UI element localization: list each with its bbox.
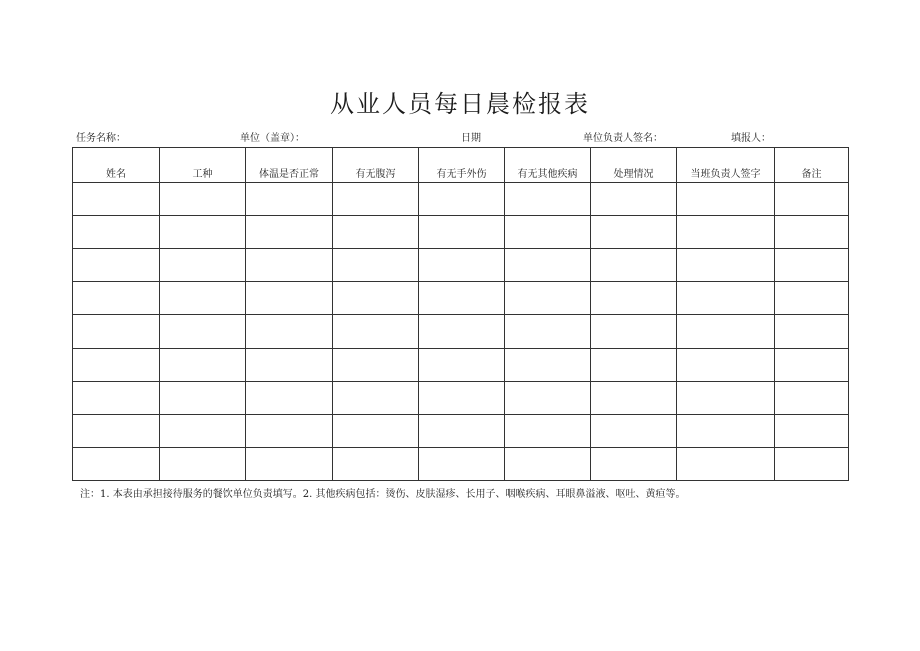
- table-row: [73, 348, 849, 381]
- table-cell[interactable]: [160, 381, 246, 414]
- table-cell[interactable]: [505, 381, 591, 414]
- column-header: 工种: [160, 148, 246, 183]
- table-row: [73, 315, 849, 348]
- table-cell[interactable]: [591, 249, 677, 282]
- table-cell[interactable]: [333, 381, 419, 414]
- table-cell[interactable]: [333, 282, 419, 315]
- table-cell[interactable]: [160, 414, 246, 447]
- filler-label: 填报人：: [731, 133, 771, 144]
- table-cell[interactable]: [333, 216, 419, 249]
- table-cell[interactable]: [591, 348, 677, 381]
- table-cell[interactable]: [73, 447, 160, 480]
- table-cell[interactable]: [73, 381, 160, 414]
- table-row: [73, 249, 849, 282]
- column-header: 体温是否正常: [246, 148, 333, 183]
- column-header: 备注: [775, 148, 849, 183]
- table-body: [73, 183, 849, 481]
- table-cell[interactable]: [591, 414, 677, 447]
- table-cell[interactable]: [775, 282, 849, 315]
- table-cell[interactable]: [419, 447, 505, 480]
- table-cell[interactable]: [333, 447, 419, 480]
- table-cell[interactable]: [419, 381, 505, 414]
- table-cell[interactable]: [246, 348, 333, 381]
- table-row: [73, 216, 849, 249]
- table-cell[interactable]: [160, 183, 246, 216]
- table-cell[interactable]: [419, 348, 505, 381]
- table-cell[interactable]: [419, 414, 505, 447]
- table-cell[interactable]: [677, 249, 775, 282]
- column-header: 姓名: [73, 148, 160, 183]
- table-cell[interactable]: [160, 216, 246, 249]
- table-cell[interactable]: [419, 315, 505, 348]
- table-cell[interactable]: [246, 447, 333, 480]
- table-cell[interactable]: [591, 216, 677, 249]
- table-cell[interactable]: [591, 183, 677, 216]
- table-header-row: [73, 148, 849, 183]
- table-cell[interactable]: [505, 249, 591, 282]
- table-cell[interactable]: [505, 282, 591, 315]
- table-cell[interactable]: [677, 315, 775, 348]
- table-cell[interactable]: [775, 447, 849, 480]
- unit-stamp-label: 单位（盖章）：: [240, 133, 305, 144]
- table-cell[interactable]: [775, 183, 849, 216]
- table-cell[interactable]: [775, 315, 849, 348]
- table-cell[interactable]: [775, 414, 849, 447]
- table-cell[interactable]: [333, 414, 419, 447]
- table-cell[interactable]: [246, 381, 333, 414]
- table-cell[interactable]: [73, 183, 160, 216]
- table-cell[interactable]: [160, 282, 246, 315]
- table-cell[interactable]: [677, 216, 775, 249]
- column-header: 处理情况: [591, 148, 677, 183]
- table-cell[interactable]: [505, 447, 591, 480]
- column-header: 有无其他疾病: [505, 148, 591, 183]
- task-name-label: 任务名称：: [76, 133, 126, 144]
- table-cell[interactable]: [677, 447, 775, 480]
- table-row: [73, 447, 849, 480]
- table-cell[interactable]: [160, 315, 246, 348]
- column-header: 当班负责人签字: [677, 148, 775, 183]
- table-cell[interactable]: [591, 315, 677, 348]
- table-cell[interactable]: [246, 414, 333, 447]
- table-cell[interactable]: [333, 183, 419, 216]
- table-cell[interactable]: [73, 216, 160, 249]
- table-cell[interactable]: [246, 282, 333, 315]
- table-cell[interactable]: [246, 249, 333, 282]
- table-cell[interactable]: [677, 348, 775, 381]
- table-cell[interactable]: [73, 348, 160, 381]
- table-cell[interactable]: [160, 348, 246, 381]
- table-cell[interactable]: [505, 216, 591, 249]
- table-cell[interactable]: [246, 216, 333, 249]
- table-cell[interactable]: [246, 315, 333, 348]
- table-cell[interactable]: [333, 249, 419, 282]
- table-cell[interactable]: [160, 249, 246, 282]
- table-cell[interactable]: [677, 183, 775, 216]
- table-cell[interactable]: [775, 216, 849, 249]
- table-cell[interactable]: [333, 348, 419, 381]
- table-cell[interactable]: [775, 381, 849, 414]
- table-cell[interactable]: [73, 315, 160, 348]
- table-cell[interactable]: [591, 282, 677, 315]
- table-row: [73, 414, 849, 447]
- table-cell[interactable]: [591, 447, 677, 480]
- table-cell[interactable]: [419, 249, 505, 282]
- column-header: 有无腹泻: [333, 148, 419, 183]
- table-cell[interactable]: [419, 183, 505, 216]
- table-cell[interactable]: [73, 282, 160, 315]
- table-cell[interactable]: [505, 315, 591, 348]
- table-cell[interactable]: [419, 216, 505, 249]
- table-cell[interactable]: [333, 315, 419, 348]
- table-cell[interactable]: [505, 183, 591, 216]
- table-cell[interactable]: [677, 414, 775, 447]
- column-header: 有无手外伤: [419, 148, 505, 183]
- header-fields: [0, 129, 920, 145]
- table-cell[interactable]: [73, 249, 160, 282]
- table-cell[interactable]: [677, 381, 775, 414]
- table-cell[interactable]: [505, 414, 591, 447]
- table-cell[interactable]: [591, 381, 677, 414]
- table-row: [73, 282, 849, 315]
- footnote: 注：1. 本表由承担接待服务的餐饮单位负责填写。2. 其他疾病包括：烫伤、皮肤湿疹、长用子、咽喉疾病、耳眼鼻溢液、呕吐、黄疸等。: [80, 489, 686, 500]
- table-cell[interactable]: [160, 447, 246, 480]
- inspection-table: [72, 147, 849, 481]
- table-row: [73, 381, 849, 414]
- table-cell[interactable]: [775, 249, 849, 282]
- unit-head-signature-label: 单位负责人签名：: [583, 133, 663, 144]
- table-cell[interactable]: [505, 348, 591, 381]
- date-label: 日期: [461, 133, 481, 144]
- table-row: [73, 183, 849, 216]
- report-title: 从业人员每日晨检报表: [330, 90, 590, 118]
- table-cell[interactable]: [775, 348, 849, 381]
- table-cell[interactable]: [73, 414, 160, 447]
- table-cell[interactable]: [419, 282, 505, 315]
- table-cell[interactable]: [677, 282, 775, 315]
- table-cell[interactable]: [246, 183, 333, 216]
